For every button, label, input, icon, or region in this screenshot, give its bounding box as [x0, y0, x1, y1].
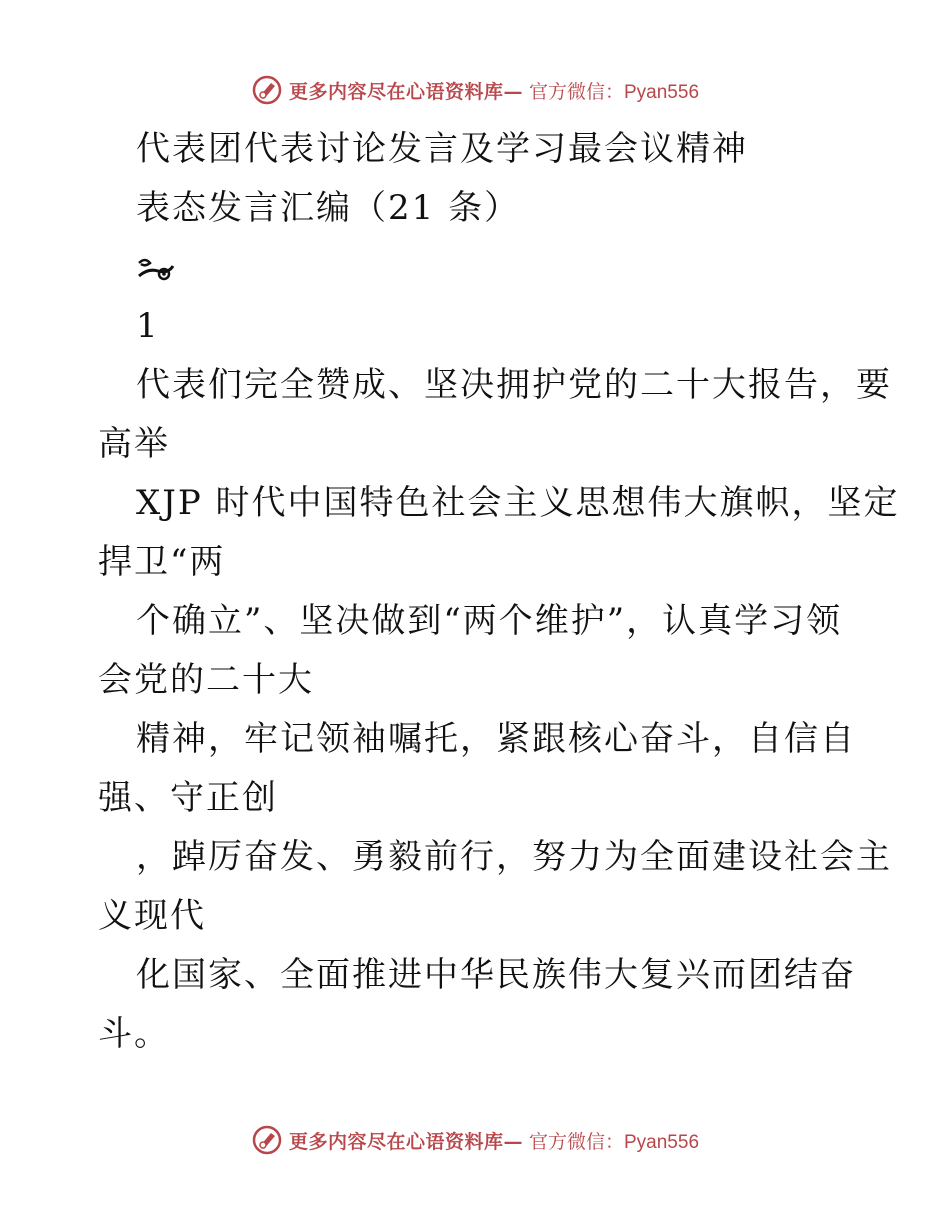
- body-line: 代表们完全赞成、坚决拥护党的二十大报告，要: [136, 365, 892, 405]
- title-line-2: 表态发言汇编（21 条）: [136, 188, 521, 228]
- banner-text: 更多内容尽在心语资料库—: [288, 1130, 523, 1153]
- body-line: 精神，牢记领袖嘱托，紧跟核心奋斗，自信自: [136, 719, 856, 759]
- body-line: 化国家、全面推进中华民族伟大复兴而团结奋: [136, 955, 856, 995]
- body-line: 个确立”、坚决做到“两个维护”，认真学习领: [136, 601, 843, 641]
- body-line: 捍卫“两: [98, 542, 226, 582]
- title-line-1: 代表团代表讨论发言及学习最会议精神: [136, 129, 748, 169]
- body-line: 斗。: [98, 1014, 170, 1054]
- banner-wechat: 官方微信：Pyan556: [529, 1131, 700, 1153]
- logo-seal-icon: [251, 1124, 283, 1156]
- body-line: 义现代: [98, 896, 206, 936]
- banner-text: 更多内容尽在心语资料库—: [288, 80, 523, 103]
- section-number: 1: [136, 306, 160, 346]
- banner-wechat: 官方微信：Pyan556: [529, 81, 700, 103]
- body-line: 高举: [98, 424, 170, 464]
- ornament-icon: [136, 254, 176, 284]
- body-line: 强、守正创: [98, 778, 278, 818]
- body-line: ，踔厉奋发、勇毅前行，努力为全面建设社会主: [136, 837, 892, 877]
- ornament-line: [98, 238, 868, 297]
- document-body: [98, 120, 900, 1064]
- logo-seal-icon: [251, 74, 283, 106]
- body-line: XJP 时代中国特色社会主义思想伟大旗帜，坚定: [136, 483, 900, 523]
- header-banner: [0, 70, 950, 110]
- body-line: 会党的二十大: [98, 660, 314, 700]
- footer-banner: [0, 1120, 950, 1160]
